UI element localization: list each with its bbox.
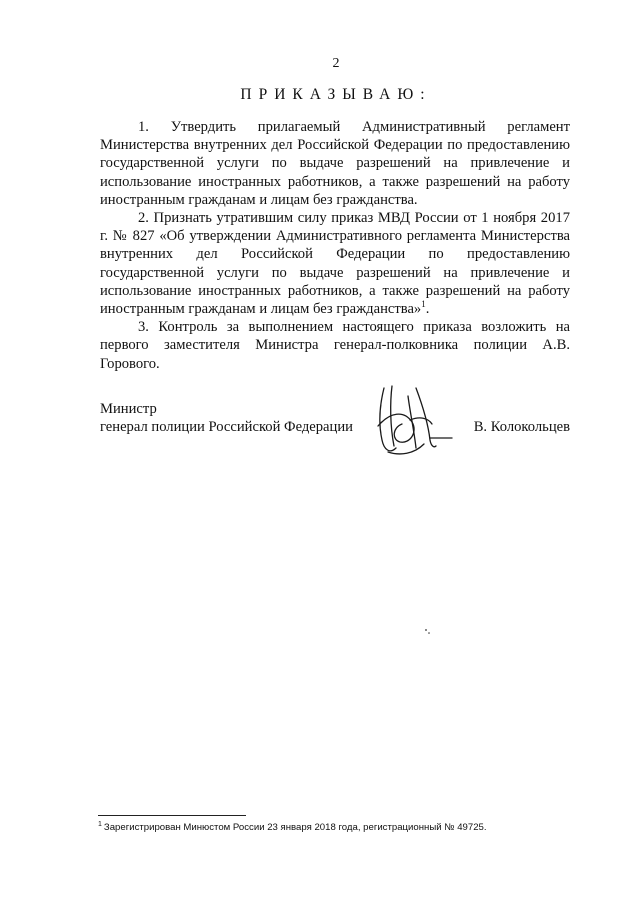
paragraph-2-text: 2. Признать утратившим силу приказ МВД России от 1 ноября 2017 г. № 827 «Об утверждении Административного регламента Министерства внутренних дел Российской Федерации по предоставлению государственной услуги по выдаче разрешений на привлечение и использование иностранных работников, а также разрешений на работу иностранным гражданам и лицам без гражданства» <box>100 210 570 318</box>
footnote-text: Зарегистрирован Минюстом России 23 января 2018 года, регистрационный № 49725. <box>103 822 487 833</box>
paragraph-2 <box>100 209 570 318</box>
signature-row <box>100 418 570 438</box>
signatory-title: Министр <box>100 401 157 417</box>
signature-block <box>100 400 570 438</box>
scan-speck-icon <box>424 628 432 636</box>
paragraph-2-suffix: . <box>425 301 430 318</box>
order-body <box>100 118 570 373</box>
signatory-name: В. Колокольцев <box>473 419 570 436</box>
paragraph-1: 1. Утвердить прилагаемый Административный регламент Министерства внутренних дел Российской Федерации по предоставлению государственной услуги по выдаче разрешений на привлечение и использование иностранных работников, а также разрешений на работу иностранным гражданам и лицам без гражданства. <box>100 119 570 208</box>
footnote-reference: 1 <box>421 299 426 310</box>
footnote <box>98 822 578 833</box>
page-number: 2 <box>332 56 340 71</box>
handwritten-signature-icon <box>370 382 460 462</box>
footnote-separator <box>98 815 246 816</box>
order-heading: ПРИКАЗЫВАЮ: <box>240 86 432 103</box>
footnote-mark: 1 <box>98 820 102 828</box>
signatory-rank: генерал полиции Российской Федерации <box>100 419 353 436</box>
paragraph-3: 3. Контроль за выполнением настоящего приказа возложить на первого заместителя Министра генерал-полковника полиции А.В. Горового. <box>100 319 570 372</box>
